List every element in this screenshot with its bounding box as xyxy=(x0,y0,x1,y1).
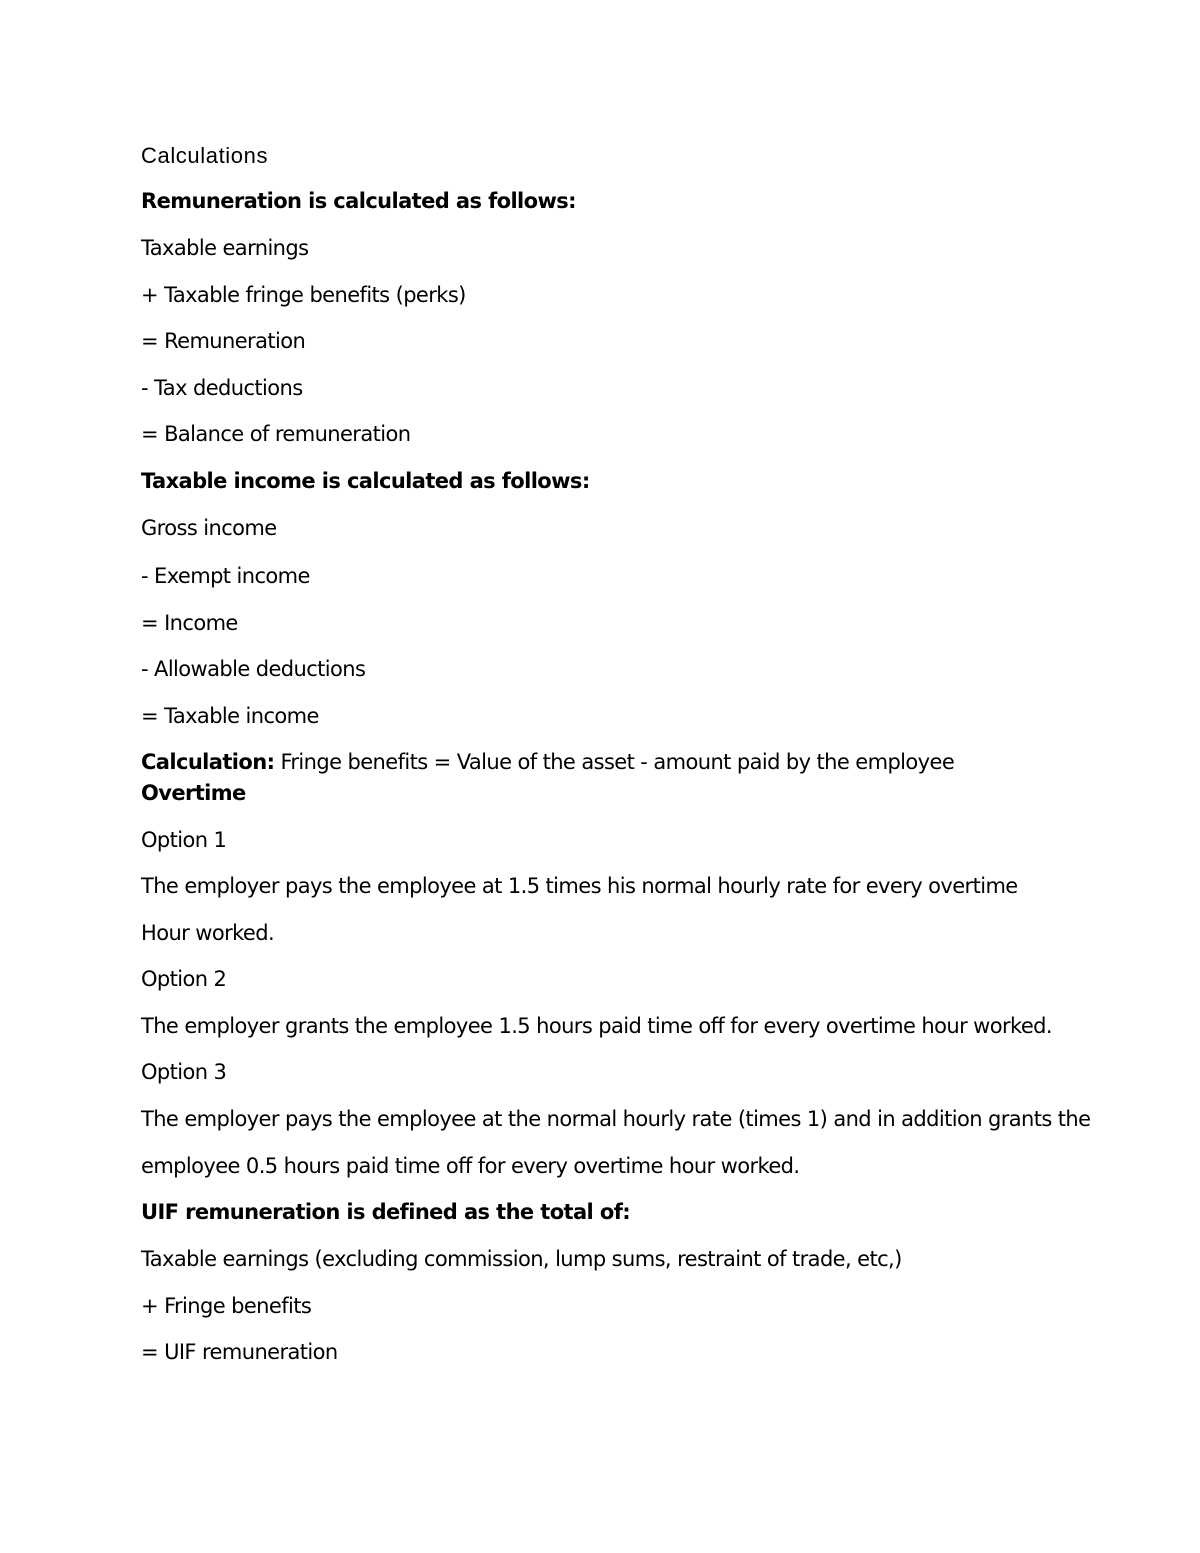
taxable-income-line: = Income xyxy=(141,611,238,635)
option-3-text-continued: employee 0.5 hours paid time off for every overtime hour worked. xyxy=(141,1154,800,1178)
taxable-income-line: Gross income xyxy=(141,516,277,540)
remuneration-line: = Remuneration xyxy=(141,329,306,353)
option-3-text: The employer pays the employee at the normal hourly rate (times 1) and in addition grants the xyxy=(141,1107,1091,1131)
option-1-text: The employer pays the employee at 1.5 times his normal hourly rate for every overtime xyxy=(141,874,1018,898)
taxable-income-line: = Taxable income xyxy=(141,704,319,728)
uif-line: Taxable earnings (excluding commission, lump sums, restraint of trade, etc,) xyxy=(141,1247,902,1271)
remuneration-line: = Balance of remuneration xyxy=(141,422,411,446)
option-1-text-continued: Hour worked. xyxy=(141,921,275,945)
calculation-label: Calculation: xyxy=(141,750,275,774)
taxable-income-line: - Exempt income xyxy=(141,564,310,588)
uif-line: + Fringe benefits xyxy=(141,1294,312,1318)
remuneration-line: Taxable earnings xyxy=(141,236,309,260)
remuneration-heading: Remuneration is calculated as follows: xyxy=(141,189,576,213)
remuneration-line: + Taxable fringe benefits (perks) xyxy=(141,283,466,307)
calculation-text: Fringe benefits = Value of the asset - amount paid by the employee xyxy=(274,750,955,774)
option-2-text: The employer grants the employee 1.5 hours paid time off for every overtime hour worked. xyxy=(141,1014,1052,1038)
uif-heading: UIF remuneration is defined as the total of: xyxy=(141,1200,631,1224)
taxable-income-line: - Allowable deductions xyxy=(141,657,366,681)
remuneration-line: - Tax deductions xyxy=(141,376,303,400)
option-3-label: Option 3 xyxy=(141,1060,227,1084)
taxable-income-heading: Taxable income is calculated as follows: xyxy=(141,469,590,493)
option-2-label: Option 2 xyxy=(141,967,227,991)
page-title: Calculations xyxy=(141,143,269,168)
calculation-line xyxy=(141,749,954,775)
option-1-label: Option 1 xyxy=(141,828,227,852)
uif-line: = UIF remuneration xyxy=(141,1340,338,1364)
overtime-heading: Overtime xyxy=(141,781,246,805)
